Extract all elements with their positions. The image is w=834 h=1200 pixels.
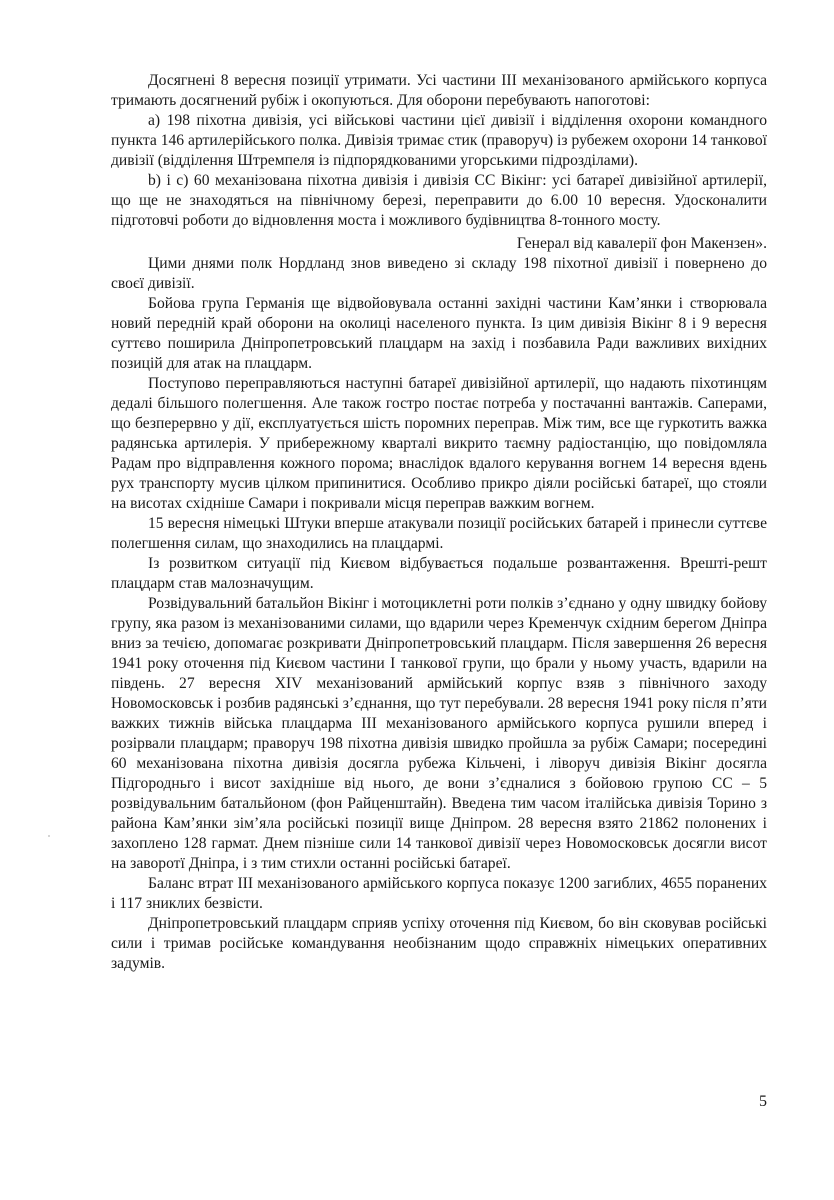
paragraph-breakout: Розвідувальний батальйон Вікінг і мотоциклетні роти полків з’єднано у одну швидку бойову групу, яка разом із механізованими силами, що вдарили через Кременчук східним берегом Дніпра вниз за течією, допомагає розкривати Дніпропетровський плацдарм. Після завершення 26 вересня 1941 року оточення під Києвом частини I танкової групи, що брали у ньому участь, вдарили на південь. 27 вересня XIV механізований армійський корпус взяв з північного заходу Новомосковськ і розбив радянські з’єднання, що тут перебували. 28 вересня 1941 року після п’яти важких тижнів війська плацдарма III механізованого армійського корпуса рушили вперед і розірвали плацдарм; праворуч 198 піхотна дивізія швидко пройшла за рубіж Самари; посередині 60 механізована піхотна дивізія досягла рубежа Кільчені, і ліворуч дивізія Вікінг досягла Підгородньго і висот західніше від нього, де вони з’єдналися з бойовою групою СС – 5 розвідувальним батальйоном (фон Райценштайн). Введена тим часом італійська дивізія Торино з района Кам’янки зім’яла російські позиції вище Дніпром. 28 вересня взято 21862 полонених і захоплено 128 гармат. Днем пізніше сили 14 танкової дивізії через Новомосковськ досягли висот на заворотї Дніпра, і з тим стихли останні російські батареї. — [111, 595, 767, 872]
paragraph-stukas: 15 вересня німецькі Штуки вперше атакували позиції російських батарей і принесли суттєве полегшення силам, що знаходились на плацдармі. — [111, 515, 767, 552]
page-number: 5 — [759, 1093, 767, 1110]
paragraph-item-a: а) 198 піхотна дивізія, усі військові частини цієї дивізії і відділення охорони командного пункта 146 артилерійського полка. Дивізія тримає стик (праворуч) із рубежем охорони 14 танкової дивізії (відділення Штремпеля із підпорядкованими угорськими підрозділами). — [111, 112, 767, 169]
scan-speck — [48, 835, 50, 837]
paragraph-artillery: Поступово переправляються наступні батареї дивізійної артилерії, що надають піхотинцям дедалі більшого полегшення. Але також гостро постає потреба у постачанні вантажів. Саперами, що безперервно у дії, експлуатується шість поромних переправ. Між тим, все ще гуркотить важка радянська артилерія. У прибережному кварталі викрито таємну радіостанцію, що повідомляла Радам про відправлення кожного порома; внаслідок вдалого керування вогнем 14 вересня вдень рух транспорту мусив цілком припинитися. Особливо прикро діяли російські батареї, що стояли на висотах східніше Самари і покривали місця переправ важким вогнем. — [111, 375, 767, 512]
signature-line: Генерал від кавалерії фон Макензен». — [516, 235, 767, 252]
paragraph-order-positions: Досягнені 8 вересня позиції утримати. Усі частини III механізованого армійського корпуса тримають досягнений рубіж і окопуються. Для оборони перебувають напоготові: — [111, 72, 767, 109]
paragraph-kiev-relief: Із розвитком ситуації під Києвом відбувається подальше розвантаження. Врешті-решт плацдарм став малозначущим. — [111, 555, 767, 592]
paragraph-losses: Баланс втрат III механізованого армійського корпуса показує 1200 загиблих, 4655 поранених і 117 зниклих безвісти. — [111, 875, 767, 912]
paragraph-germania: Бойова група Германія ще відвойовувала останні західні частини Кам’янки і створювала новий передній край оборони на околиці населеного пункта. Із цим дивізія Вікінг 8 і 9 вересня суттєво поширила Дніпропетровський плацдарм на захід і позбавила Ради важливих вихідних позицій для атак на плацдарм. — [111, 295, 767, 372]
paragraph-conclusion: Дніпропетровський плацдарм сприяв успіху оточення під Києвом, бо він сковував російські сили і тримав російське командування необізнаним щодо справжніх німецьких оперативних задумів. — [111, 915, 767, 972]
paragraph-nordland: Цими днями полк Нордланд знов виведено зі складу 198 піхотної дивізії і повернено до своєї дивізії. — [111, 255, 767, 292]
paragraph-item-b-c: b) і с) 60 механізована піхотна дивізія і дивізія СС Вікінг: усі батареї дивізійної артилерії, що ще не знаходяться на північному березі, переправити до 6.00 10 вересня. Удосконалити підготовчі роботи до відновлення моста і можливого будівництва 8-тонного мосту. — [111, 172, 767, 229]
